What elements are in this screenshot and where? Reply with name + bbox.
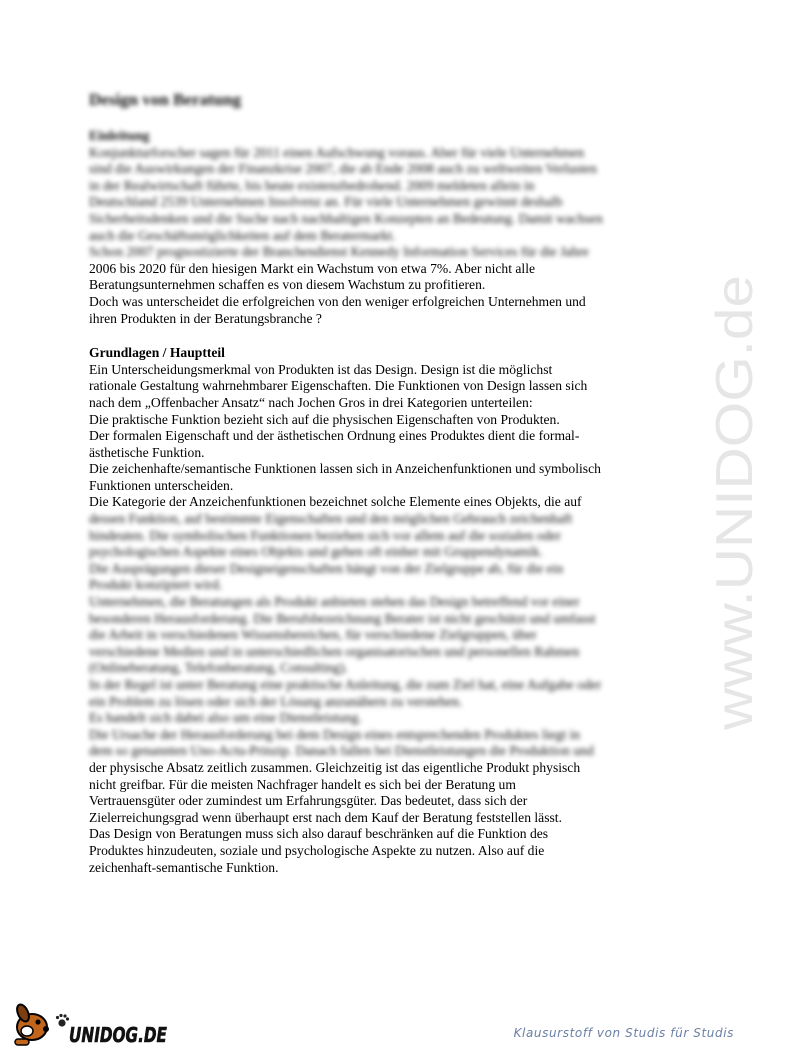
text-line: der physische Absatz zeitlich zusammen. Gleichzeitig ist das eigentliche Produkt physisch: [89, 759, 581, 775]
text-line: Doch was unterscheidet die erfolgreichen von den weniger erfolgreichen Unternehmen und: [89, 293, 586, 309]
closing-clear-paragraph: [89, 760, 674, 876]
text-line: nicht greifbar. Für die meisten Nachfrager handelt es sich bei der Beratung um: [89, 776, 516, 792]
footer-tagline: Klausurstoff von Studis für Studis: [513, 1026, 734, 1040]
text-line: dessen Funktion, auf bestimmte Eigenschaften und den möglichen Gebrauch zeichenhaft: [89, 511, 573, 527]
text-line: 2006 bis 2020 für den hiesigen Markt ein Wachstum von etwa 7%. Aber nicht alle: [89, 260, 536, 276]
text-line: Schon 2007 prognostizierte der Branchendienst Kennedy Information Services für die Jahre: [89, 244, 589, 260]
watermark-text: www.UNIDOG.de: [706, 325, 764, 730]
text-line: rationale Gestaltung wahrnehmbarer Eigenschaften. Die Funktionen von Design lassen sich: [89, 378, 588, 394]
watermark: [640, 268, 790, 738]
document-title: Design von Beratung: [89, 90, 242, 109]
text-line: Das Design von Beratungen muss sich also darauf beschränken auf die Funktion des: [89, 826, 549, 842]
document-body: [89, 90, 674, 876]
main-heading: Grundlagen / Hauptteil: [89, 345, 225, 361]
text-line: Die Ausprägungen dieser Designeigenschaften hängt von der Zielgruppe ab, für die ein: [89, 560, 564, 576]
text-line: (Onlineberatung, Telefonberatung, Consulting).: [89, 660, 348, 676]
text-line: Ein Unterscheidungsmerkmal von Produkten ist das Design. Design ist die möglichst: [89, 361, 553, 377]
text-line: hindeuten. Die symbolischen Funktionen beziehen sich vor allem auf die sozialen oder: [89, 527, 561, 543]
text-line: Vertrauensgüter oder zumindest um Erfahrungsgüter. Das bedeutet, dass sich der: [89, 793, 528, 809]
text-line: auch die Geschäftsmöglichkeiten auf dem Beratermarkt.: [89, 227, 396, 243]
text-line: ästhetische Funktion.: [89, 444, 205, 460]
text-line: in der Realwirtschaft führte, bis heute existenzbedrohend. 2009 meldeten allein in: [89, 177, 535, 193]
text-line: Zielerreichungsgrad wenn überhaupt erst nach dem Kauf der Beratung feststellen lässt.: [89, 809, 562, 825]
text-line: verschiedene Medien und in unterschiedlichen organisatorischen und personellen Rahmen: [89, 643, 580, 659]
unidog-logo: [12, 995, 172, 1049]
text-line: Der formalen Eigenschaft und der ästhetischen Ordnung eines Produktes dient die formal-: [89, 428, 580, 444]
logo-wordmark: UNIDOG.DE: [69, 1023, 168, 1047]
text-line: sind die Auswirkungen der Finanzkrise 2007, die ab Ende 2008 auch zu weltweiten Verlusten: [89, 161, 597, 177]
dog-mascot-icon: [15, 1003, 49, 1045]
text-line: In der Regel ist unter Beratung eine praktische Anleitung, die zum Ziel hat, eine Aufgabe oder: [89, 677, 602, 692]
text-line: Konjunkturforscher sagen für 2011 einen Aufschwung voraus. Aber für viele Unternehmen: [89, 144, 585, 160]
main-blurred-paragraph: [89, 511, 674, 760]
text-line: Unternehmen, die Beratungen als Produkt anbieten stehen das Design betreffend vor einer: [89, 594, 580, 610]
text-line: dem so genannten Uno-Actu-Prinzip. Danach fallen bei Dienstleistungen die Produktion und: [89, 743, 594, 759]
text-line: ihren Produkten in der Beratungsbranche ?: [89, 310, 322, 326]
text-line: nach dem „Offenbacher Ansatz“ nach Jochen Gros in drei Kategorien unterteilen:: [89, 394, 533, 410]
text-line: Es handelt sich dabei also um eine Dienstleistung.: [89, 710, 362, 726]
text-line: psychologischen Aspekte eines Objekts und gehen oft einher mit Gruppendynamik.: [89, 544, 543, 560]
text-line: Sicherheitsdenken und die Suche nach nachhaltigen Konzepten an Bedeutung. Damit wachsen: [89, 210, 603, 226]
text-line: Die zeichenhafte/semantische Funktionen lassen sich in Anzeichenfunktionen und symbolisch: [89, 461, 601, 477]
intro-blurred-paragraph: [89, 145, 674, 261]
text-line: Produktes hinzudeuten, soziale und psychologische Aspekte zu nutzen. Also auf die: [89, 842, 545, 858]
text-line: besonderen Herausforderung. Die Berufsbezeichnung Berater ist nicht geschützt und umfasst: [89, 610, 596, 626]
text-line: Deutschland 2539 Unternehmen Insolvenz an. Für viele Unternehmen gewinnt deshalb: [89, 194, 563, 210]
text-line: Funktionen unterscheiden.: [89, 477, 234, 493]
text-line: Die Kategorie der Anzeichenfunktionen bezeichnet solche Elemente eines Objekts, die auf: [89, 494, 582, 510]
main-clear-paragraph: [89, 362, 674, 511]
intro-clear-paragraph: [89, 261, 674, 327]
paw-print-icon: [56, 1014, 69, 1027]
intro-heading: Einleitung: [89, 128, 150, 143]
text-line: ein Problem zu lösen oder sich der Lösung anzunähern zu verstehen.: [89, 693, 463, 709]
text-line: die Arbeit in verschiedenen Wissensbereichen, für verschiedene Zielgruppen, über: [89, 627, 537, 643]
text-line: Beratungsunternehmen schaffen es von diesem Wachstum zu profitieren.: [89, 277, 486, 293]
text-line: zeichenhaft-semantische Funktion.: [89, 859, 279, 875]
text-line: Produkt konzipiert wird.: [89, 577, 223, 593]
text-line: Die praktische Funktion bezieht sich auf die physischen Eigenschaften von Produkten.: [89, 411, 560, 427]
text-line: Die Ursache der Herausforderung bei dem Design eines entsprechenden Produktes liegt in: [89, 726, 581, 742]
